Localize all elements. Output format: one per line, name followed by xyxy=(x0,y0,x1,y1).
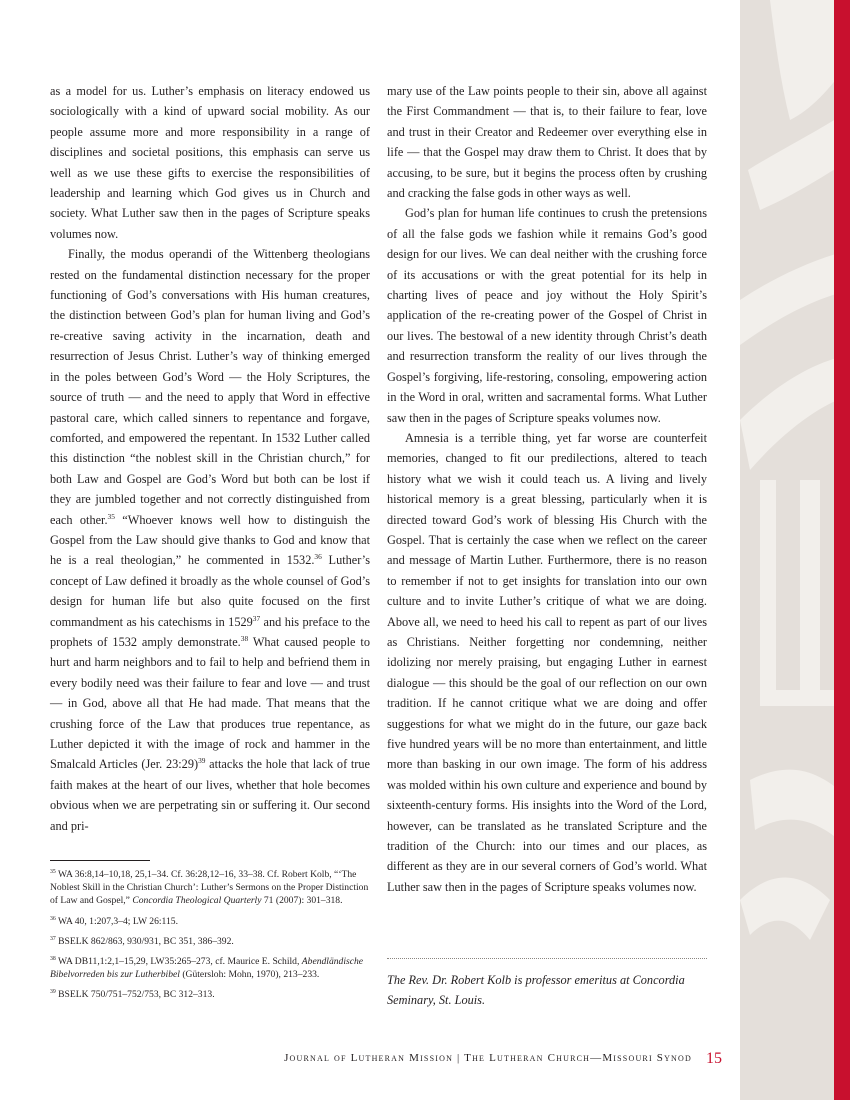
right-paragraph-2: God’s plan for human life continues to crush the pretensions of all the false gods we fashion while it remains God’s good design for our lives. We can deal neither with the crushing force of its accusations or with the great potential for its help in charting lives of peace and joy without the Holy Spirit’s application of the re-creating power of the Gospel of Christ in our lives. The bestowal of a new identity through Christ’s death and resurrection transform the reality of our lives through the Gospel’s forgiving, life-restoring, consoling, empowering action in the Word in oral, written and sacramental forms. What Luther saw then in the pages of Scripture speaks volumes now. xyxy=(387,206,707,425)
author-note: The Rev. Dr. Robert Kolb is professor emeritus at Concordia Seminary, St. Louis. xyxy=(387,973,685,1008)
left-text-column xyxy=(50,81,370,836)
left-paragraph-2: Finally, the modus operandi of the Wittenberg theologians rested on the fundamental distinction necessary for the proper functioning of God’s conversations with His human creatures, the distinction between God’s plan for human living and God’s re-creative saving activity in the incarnation, death and resurrection of Jesus Christ. Luther’s way of thinking emerged in the poles between God’s Word — the Holy Scriptures, the source of truth — and the need to apply that Word in effective pastoral care, which called sinners to repentance and forgave, comforted, and empowered the repentant. In 1532 Luther called this distinction “the noblest skill in the Christian church,” for both Law and Gospel are God’s Word but both can be lost if they are jumbled together and not correctly distinguished from each other.$^{35}$ “Whoever knows well how to distinguish the Gospel from the Law should give thanks to God and know that he is a real theologian,” he commented in 1532.36 Luther’s concept of Law defined it broadly as the whole counsel of God’s design for human life but also quite focused on the first commandment as his catechisms in 1529$^{37}$ and his preface to the prophets of 1532 amply demonstrate.$^{38}$ What caused people to hurt and harm neighbors and to fail to help and befriend them in every bodily need was their failure to fear and love — and trust — in God, above all that He had made. That means that the crushing force of the Law that produces true repentance, as Luther depicted it with the image of rock and hammer in the Smalcald Articles (Jer. 23:29)$^{39}$ attacks the hole that lack of true faith makes at the heart of our lives, whether that hole becomes obvious when we are perpetrating sin or suffering it. Our second and pri- xyxy=(50,247,371,833)
footnote-ref-38[interactable]: 38 xyxy=(240,633,249,643)
running-footer-title: Journal of Lutheran Mission | The Lutheran Church—Missouri Synod xyxy=(284,1052,692,1064)
footnote-36: $^{36}$ WA 40, 1:207,3–4; LW 26:115. xyxy=(50,915,178,927)
footnote-ref-35[interactable]: 35 xyxy=(107,511,115,521)
page-number: 15 xyxy=(706,1050,722,1067)
footnote-divider xyxy=(50,860,150,861)
footnote-ref-39[interactable]: 39 xyxy=(198,756,206,766)
footnote-39: $^{39}$ BSELK 750/751–752/753, BC 312–313. xyxy=(50,989,215,1001)
right-paragraph-1: mary use of the Law points people to their sin, above all against the First Commandment — that is, to their failure to fear, love and trust in their Creator and Redeemer over everything else in life — that the Gospel may draw them to Christ. It does that by accusing, to be sure, but it begins the process often by crushing and cracking the false gods in other ways as well. xyxy=(387,84,707,201)
footnotes xyxy=(50,868,370,1009)
footnote-ref-37[interactable]: 37 xyxy=(252,613,261,623)
accent-red-bar xyxy=(834,0,850,1100)
footnote-38: $^{38}$ WA DB11,1:2,1–15,29, LW35:265–273, cf. Maurice E. Schild, Abendländische Bibelvorreden bis zur Lutherbibel (Gütersloh: Mohn, 1970), 213–233. xyxy=(50,955,364,981)
footnote-ref-36[interactable]: 36 xyxy=(314,552,322,562)
right-paragraph-3: Amnesia is a terrible thing, yet far worse are counterfeit memories, changed to fit our predilections, altered to teach history what we wish it could teach us. A living and lively historical memory is a great blessing, particularly when it is directed toward God’s work of blessing His Church with the Gospel. That is certainly the case when we reflect on the career and message of Martin Luther. Furthermore, there is no reason to remember if not to get insights for translation into our own culture and to invite Luther’s critique of what we are doing. Above all, we need to heed his call to repent as part of our lives as Christians. Neither forgetting nor condemning, neither idolizing nor merely praising, but engaging Luther in earnest dialogue — this should be the goal of our reflection on our own tradition. If he cannot critique what we are doing and offer suggestions for what we might do in the future, our gaze back five hundred years will be no more than entertainment, and little more than basking in our own image. The form of his address was molded within his own culture and experience and bound by sixteenth-century forms. His insights into the Word of the Lord, however, can be translated as he translated Scripture and the tradition of the Church: into our times and our places, as different as they are in our several corners of God’s world. What Luther saw then in the pages of Scripture speaks volumes now. xyxy=(387,430,707,894)
footnote-35: $^{35}$ WA 36:8,14–10,18, 25,1–34. Cf. 36:28,12–16, 33–38. Cf. Robert Kolb, “‘The Noblest Skill in the Christian Church’: Luther’s Sermons on the Proper Distinction of Law and Gospel,” Concordia Theological Quarterly 71 (2007): 301–318. xyxy=(50,868,369,907)
author-note-divider xyxy=(387,958,707,959)
left-paragraph-1: as a model for us. Luther’s emphasis on literacy endowed us sociologically with a kind of upward social mobility. As our people assume more and more responsibility in a range of disciplines and societal positions, this emphasis can serve us well as we use these gifts to exercise the responsibilities of leadership and learning which God gives us in Church and society. What Luther saw then in the pages of Scripture speaks volumes now. xyxy=(50,84,370,241)
right-text-column xyxy=(387,81,707,897)
footnote-37: $^{37}$ BSELK 862/863, 930/931, BC 351, 386–392. xyxy=(50,935,234,947)
